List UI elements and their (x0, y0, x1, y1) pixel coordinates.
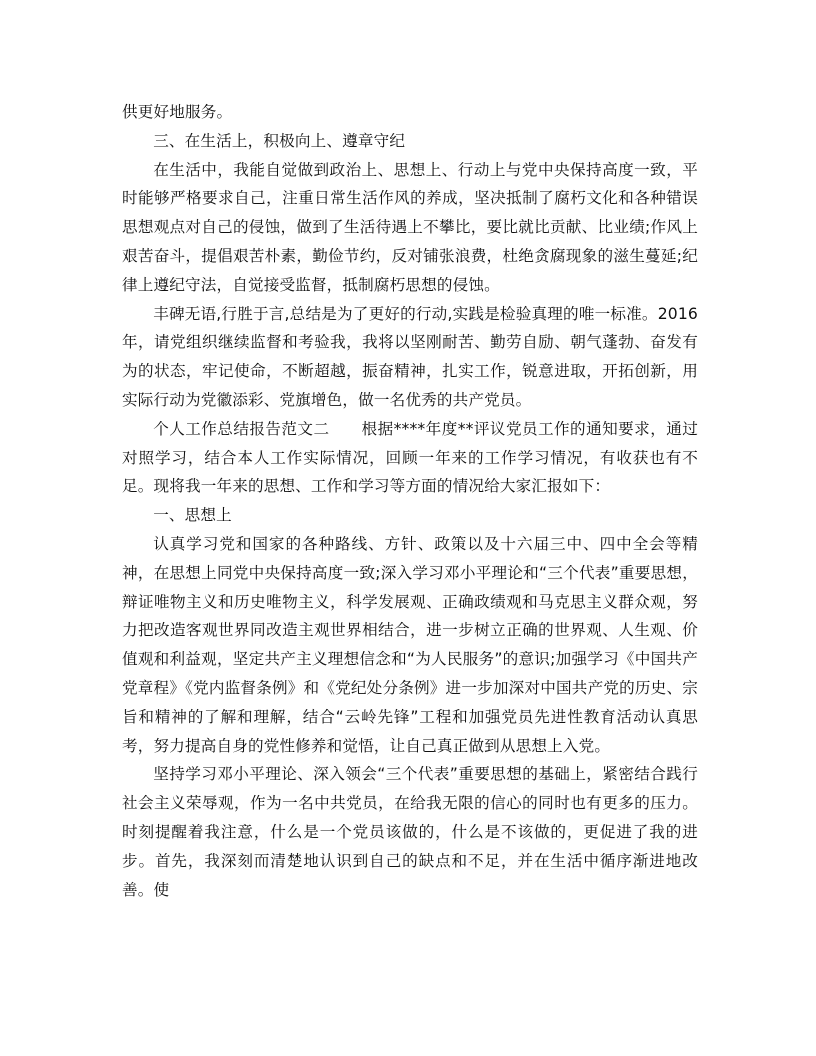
paragraph-continuation: 供更好地服务。 (122, 103, 233, 121)
document-body (122, 98, 698, 904)
section-heading-thought: 一、思想上 (153, 506, 232, 525)
paragraph-sample-two-intro: 个人工作总结报告范文二 根据****年度**评议党员工作的通知要求，通过对照学习，结合本人工作实际情况，回顾一年来的工作学习情况，有收获也有不足。现将我一年来的思想、工作和学习等方面的情况给大家汇报如下： (122, 419, 698, 496)
paragraph-thought-study: 认真学习党和国家的各种路线、方针、政策以及十六届三中、四中全会等精神，在思想上同党中央保持高度一致;深入学习邓小平理论和“三个代表”重要思想，辩证唯物主义和历史唯物主义，科学发展观、正确政绩观和马克思主义群众观，努力把改造客观世界同改造主观世界相结合，进一步树立正确的世界观、人生观、价值观和利益观，坚定共产主义理想信念和“为人民服务”的意识;加强学习《中国共产党章程》《党内监督条例》和《党纪处分条例》进一步加深对中国共产党的历史、宗旨和精神的了解和理解，结合“云岭先锋”工程和加强党员先进性教育活动认真思考，努力提高自身的党性修养和觉悟，让自己真正做到从思想上入党。 (122, 534, 698, 755)
section-heading-life: 三、在生活上，积极向上、遵章守纪 (153, 131, 406, 150)
paragraph-thought-practice: 坚持学习邓小平理论、深入领会“三个代表”重要思想的基础上，紧密结合践行社会主义荣辱观，作为一名中共党员，在给我无限的信心的同时也有更多的压力。时刻提醒着我注意，什么是一个党员该做的，什么是不该做的，更促进了我的进步。首先，我深刻而清楚地认识到自己的缺点和不足，并在生活中循序渐进地改善。使 (122, 765, 698, 899)
paragraph-conclusion: 丰碑无语,行胜于言,总结是为了更好的行动,实践是检验真理的唯一标准。2016年，请党组织继续监督和考验我，我将以坚刚耐苦、勤劳自励、朝气蓬勃、奋发有为的状态，牢记使命，不断超越，振奋精神，扎实工作，锐意进取，开拓创新，用实际行动为党徽添彩、党旗增色，做一名优秀的共产党员。 (122, 304, 698, 409)
paragraph-life: 在生活中，我能自觉做到政治上、思想上、行动上与党中央保持高度一致，平时能够严格要求自己，注重日常生活作风的养成，坚决抵制了腐朽文化和各种错误思想观点对自己的侵蚀，做到了生活待遇上不攀比，要比就比贡献、比业绩;作风上艰苦奋斗，提倡艰苦朴素，勤俭节约，反对铺张浪费，杜绝贪腐现象的滋生蔓延;纪律上遵纪守法，自觉接受监督，抵制腐朽思想的侵蚀。 (122, 160, 698, 294)
